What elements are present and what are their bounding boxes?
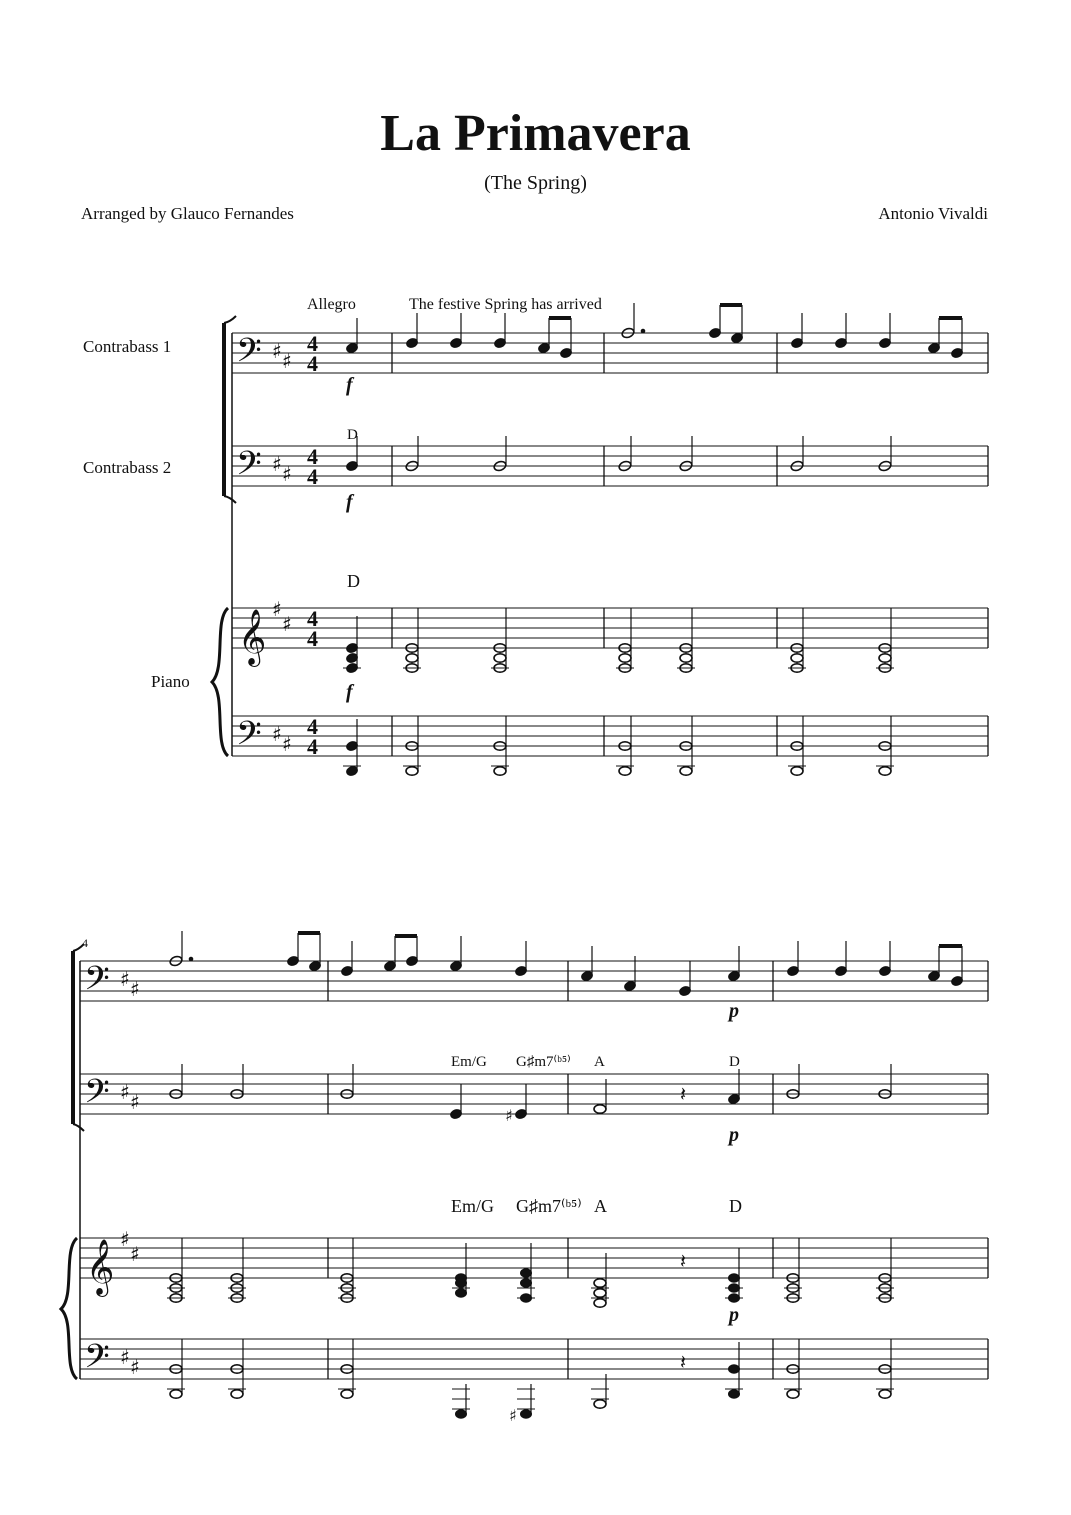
staff-piano-bass [80, 1339, 988, 1379]
svg-text:♯: ♯ [120, 1227, 130, 1251]
treble-clef: 𝄞 [86, 1239, 115, 1295]
bass-clef: 𝄢 [84, 1338, 110, 1384]
score-subtitle: (The Spring) [484, 172, 587, 194]
svg-text:𝄽: 𝄽 [680, 1350, 687, 1374]
staff-piano-treble [232, 608, 988, 648]
svg-text:♯: ♯ [272, 597, 282, 621]
svg-text:♯: ♯ [282, 349, 292, 373]
dynamic-marking: f [346, 491, 353, 513]
chord-symbols-piano [451, 1196, 742, 1216]
dynamic-marking: p [729, 1304, 739, 1326]
svg-text:♯: ♯ [282, 732, 292, 756]
instrument-name-cb1: Contrabass 1 [83, 337, 172, 356]
staff-cb2 [80, 1074, 988, 1114]
chord-symbol: D [347, 571, 360, 591]
chord-symbol: A [594, 1196, 607, 1216]
treble-clef: 𝄞 [238, 609, 267, 665]
notes-cb1-system2 [169, 931, 964, 997]
chord-symbol: Em/G [451, 1196, 494, 1216]
svg-text:♯: ♯ [272, 339, 282, 363]
notes-piano-bass-system2 [167, 1339, 894, 1425]
key-signature [272, 339, 292, 756]
barlines-system2 [328, 961, 988, 1379]
chord-symbols-cb2 [451, 1054, 740, 1070]
svg-text:4: 4 [307, 626, 318, 651]
notes-cb2-system1 [345, 436, 892, 472]
staff-piano-bass [232, 716, 988, 756]
composer-credit: Antonio Vivaldi [878, 204, 988, 223]
text-marking: The festive Spring has arrived [409, 296, 602, 313]
chord-symbol: G♯m7⁽ᵇ⁵⁾ [516, 1196, 582, 1216]
arranger-credit: Arranged by Glauco Fernandes [81, 204, 294, 223]
bass-clef: 𝄢 [84, 1073, 110, 1119]
key-signature [120, 967, 140, 1379]
svg-text:4: 4 [307, 331, 318, 356]
score-title: La Primavera [380, 105, 691, 162]
svg-text:4: 4 [307, 714, 318, 739]
svg-text:♯: ♯ [505, 1106, 513, 1125]
svg-text:♯: ♯ [130, 1090, 140, 1114]
svg-text:♯: ♯ [120, 1080, 130, 1104]
svg-text:𝄽: 𝄽 [680, 1249, 687, 1273]
bass-clef: 𝄢 [236, 445, 262, 491]
instrument-name-piano: Piano [151, 672, 190, 691]
chord-symbol: G♯m7⁽ᵇ⁵⁾ [516, 1054, 571, 1070]
bass-clef: 𝄢 [84, 960, 110, 1006]
chord-symbol: D [347, 427, 358, 443]
svg-text:♯: ♯ [130, 977, 140, 1001]
staff-cb2 [232, 446, 988, 486]
svg-text:4: 4 [307, 464, 318, 489]
measure-number: 4 [82, 936, 88, 950]
svg-text:♯: ♯ [120, 967, 130, 991]
svg-text:♯: ♯ [282, 462, 292, 486]
dynamic-marking: f [346, 681, 353, 703]
svg-text:♯: ♯ [130, 1242, 140, 1266]
svg-text:4: 4 [307, 734, 318, 759]
system-2 [61, 931, 988, 1425]
time-signature [307, 331, 318, 759]
svg-text:4: 4 [307, 444, 318, 469]
svg-text:4: 4 [307, 606, 318, 631]
bass-clef: 𝄢 [236, 715, 262, 761]
barlines-system1 [392, 333, 988, 756]
svg-text:♯: ♯ [282, 612, 292, 636]
svg-text:♯: ♯ [509, 1406, 517, 1425]
svg-text:𝄽: 𝄽 [680, 1082, 687, 1106]
svg-text:4: 4 [307, 351, 318, 376]
chord-symbol: D [729, 1196, 742, 1216]
piano-brace [61, 1238, 77, 1379]
chord-symbol: D [729, 1054, 740, 1070]
svg-text:♯: ♯ [130, 1355, 140, 1379]
dynamic-marking: p [729, 1000, 739, 1022]
staff-cb1 [232, 333, 988, 373]
svg-text:♯: ♯ [120, 1345, 130, 1369]
svg-text:♯: ♯ [272, 452, 282, 476]
system-1 [83, 296, 988, 777]
chord-symbol: Em/G [451, 1054, 487, 1070]
staff-cb1 [80, 961, 988, 1001]
staff-piano-treble [80, 1238, 988, 1278]
chord-symbol: A [594, 1054, 605, 1070]
svg-text:♯: ♯ [272, 722, 282, 746]
instrument-name-cb2: Contrabass 2 [83, 458, 172, 477]
dynamic-marking: f [346, 374, 353, 396]
dynamic-marking: p [729, 1124, 739, 1146]
piano-brace [212, 608, 228, 756]
tempo-marking: Allegro [307, 296, 356, 313]
bass-clef: 𝄢 [236, 332, 262, 378]
